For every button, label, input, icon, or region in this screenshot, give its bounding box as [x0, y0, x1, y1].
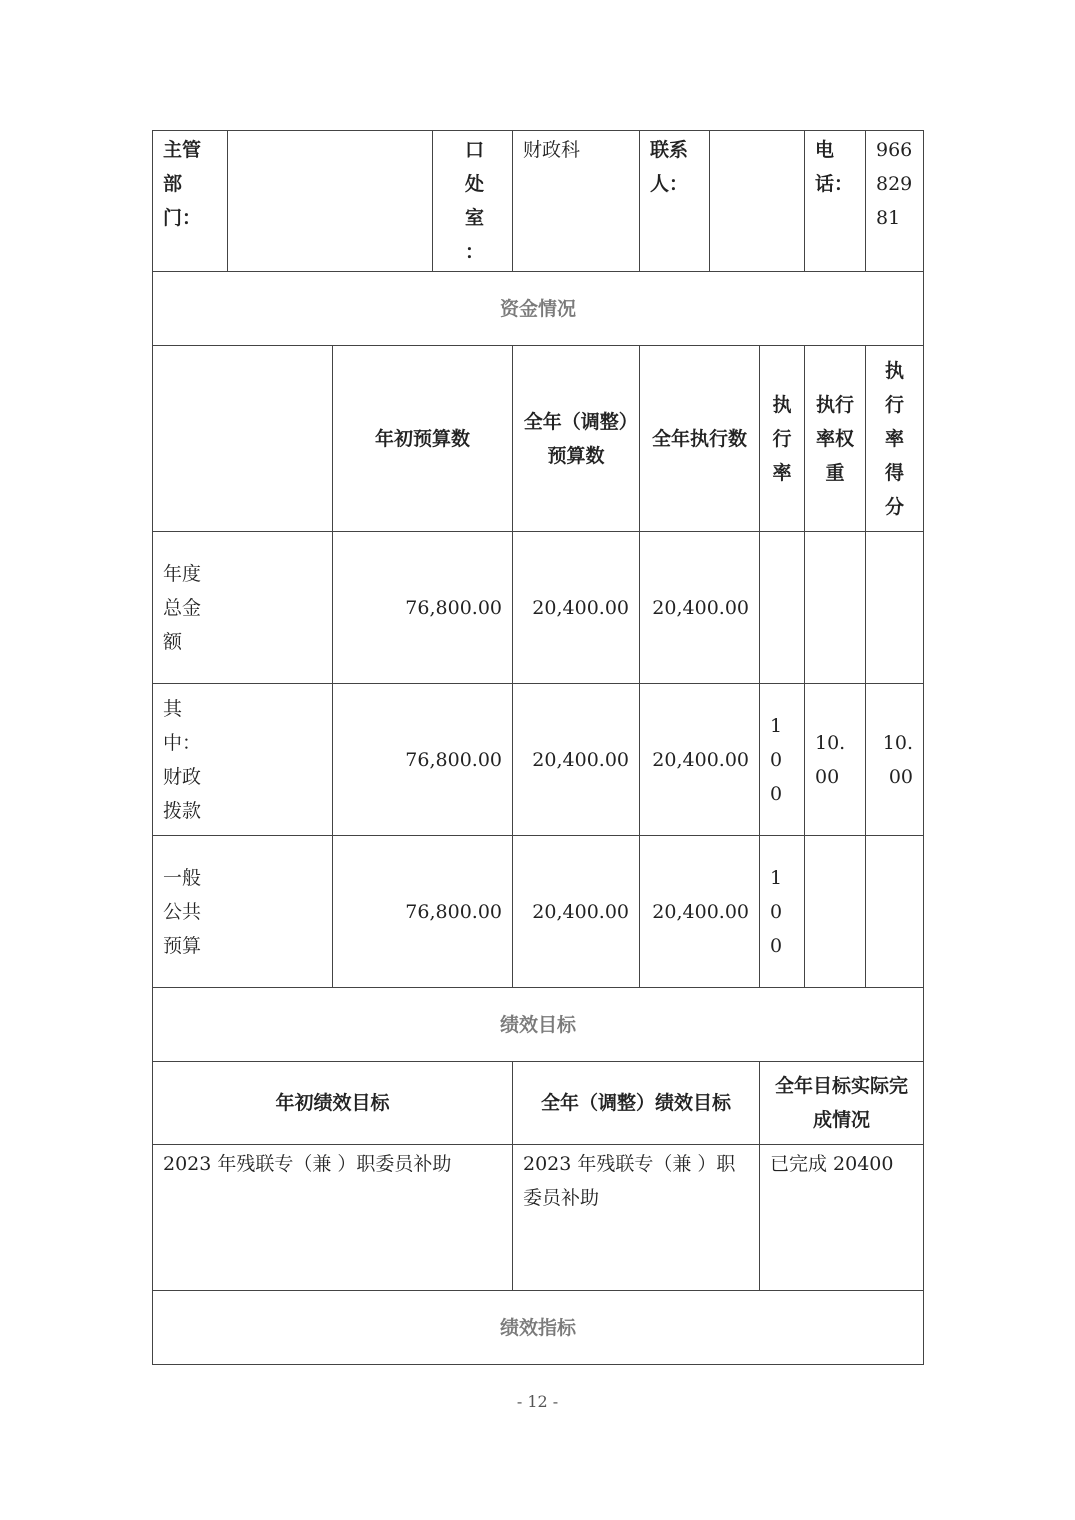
funds-header-row: [153, 346, 924, 532]
score-value: [866, 910, 923, 914]
initial-value: 76,800.00: [405, 596, 502, 619]
executed-value: 20,400.00: [652, 900, 749, 923]
funds-section-title: 资金情况: [153, 272, 924, 346]
score-value: [866, 606, 923, 610]
dept-label: 主管部门：: [163, 139, 202, 229]
initial-value: 76,800.00: [405, 748, 502, 771]
initial-goal-header: 年初绩效目标: [275, 1092, 390, 1114]
executed-value: 20,400.00: [652, 748, 749, 771]
adjusted-goal-text: 2023 年残联专（兼 ）职委员补助: [523, 1153, 736, 1209]
contact-label: 联系人：: [650, 139, 689, 195]
weight-header: 执行率权重: [815, 393, 854, 484]
dept-value: [228, 131, 432, 135]
adjusted-value: 20,400.00: [532, 596, 629, 619]
weight-value: [805, 910, 865, 914]
score-value: 10.00: [882, 731, 913, 788]
row-label: 年度总金额: [163, 562, 202, 653]
executed-header: 全年执行数: [651, 427, 747, 450]
executed-value: 20,400.00: [652, 596, 749, 619]
rate-value: 100: [770, 714, 783, 805]
table-row: [153, 684, 924, 836]
adjusted-value: 20,400.00: [532, 748, 629, 771]
office-value: 财政科: [523, 139, 581, 161]
table-row: [153, 532, 924, 684]
table-row: [153, 836, 924, 988]
actual-completion-header: 全年目标实际完成情况: [774, 1075, 908, 1131]
rate-value: [760, 606, 804, 610]
initial-value: 76,800.00: [405, 900, 502, 923]
row-label: 其中：财政拨款: [163, 697, 202, 822]
header-info-row: [153, 131, 924, 272]
goals-section-title: 绩效目标: [153, 988, 924, 1062]
phone-label: 电话：: [815, 139, 854, 195]
goals-header-row: [153, 1062, 924, 1145]
page-number: - 12 -: [516, 1392, 559, 1411]
row-label: 一般公共预算: [163, 866, 202, 957]
goals-content-row: [153, 1145, 924, 1291]
adjusted-budget-header: 全年（调整）预算数: [523, 410, 629, 467]
weight-value: [805, 606, 865, 610]
rate-header: 执行率: [772, 393, 792, 484]
performance-table: [152, 130, 924, 1365]
adjusted-goal-header: 全年（调整）绩效目标: [540, 1092, 731, 1114]
rate-value: 100: [770, 866, 783, 957]
initial-budget-header: 年初预算数: [374, 427, 470, 450]
contact-value: [710, 131, 804, 135]
phone-value: 96682981: [876, 139, 913, 229]
initial-goal-text: 2023 年残联专（兼 ）职委员补助: [163, 1153, 452, 1175]
adjusted-value: 20,400.00: [532, 900, 629, 923]
office-label: 口处室：: [465, 139, 485, 263]
actual-completion-text: 已完成 20400: [770, 1153, 894, 1175]
score-header: 执行率得分: [884, 359, 904, 518]
weight-value: 10.00: [815, 731, 846, 788]
indicators-section-title: 绩效指标: [153, 1291, 924, 1365]
